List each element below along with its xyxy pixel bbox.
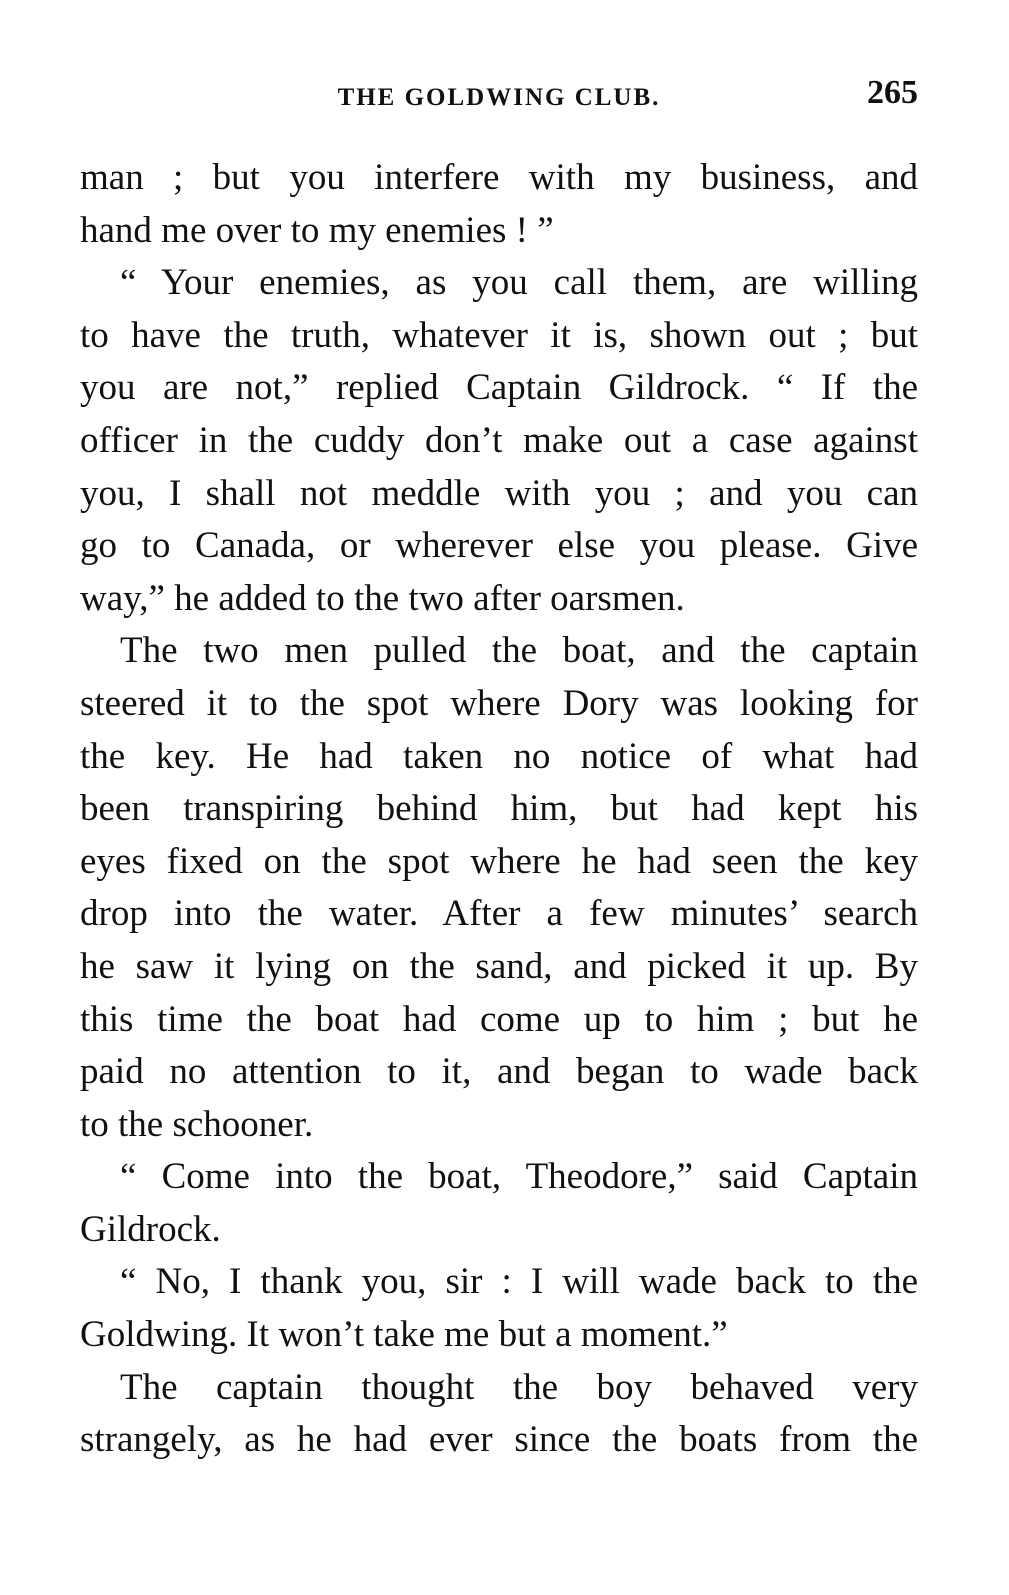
text-line: The two men pulled the boat, and the captain xyxy=(120,630,918,672)
text-line: man ; but you interfere with my business, and xyxy=(80,157,918,198)
text-line: you, I shall not meddle with you ; and you can xyxy=(80,472,918,514)
text-line: this time the boat had come up to him ; but he xyxy=(80,998,918,1040)
text-line: “ No, I thank you, sir : I will wade back to the xyxy=(120,1261,918,1303)
text-line: The captain thought the boy behaved very xyxy=(120,1366,918,1408)
text-line: you are not,” replied Captain Gildrock. “ If the xyxy=(80,367,918,409)
text-line: “ Your enemies, as you call them, are willing xyxy=(120,262,918,304)
page-header xyxy=(80,74,918,122)
text-line: he saw it lying on the sand, and picked it up. By xyxy=(80,945,918,987)
text-line: eyes fixed on the spot where he had seen the key xyxy=(80,840,918,882)
text-line: paid no attention to it, and began to wade back xyxy=(80,1051,918,1093)
running-title: THE GOLDWING CLUB. xyxy=(337,84,661,111)
text-line: Goldwing. It won’t take me but a moment.” xyxy=(80,1314,728,1356)
text-line: the key. He had taken no notice of what had xyxy=(80,735,918,777)
text-line: to the schooner. xyxy=(80,1103,314,1145)
text-line: been transpiring behind him, but had kept his xyxy=(80,788,918,830)
text-line: drop into the water. After a few minutes’ search xyxy=(80,893,918,935)
text-line: way,” he added to the two after oarsmen. xyxy=(80,577,685,619)
text-line: officer in the cuddy don’t make out a case against xyxy=(80,419,918,461)
text-line: hand me over to my enemies ! ” xyxy=(80,209,554,251)
text-line: Gildrock. xyxy=(80,1208,221,1250)
text-line: steered it to the spot where Dory was looking for xyxy=(80,682,918,724)
page-number: 265 xyxy=(867,74,918,111)
body-text xyxy=(80,152,918,1467)
text-line: go to Canada, or wherever else you please. Give xyxy=(80,525,918,567)
text-line: to have the truth, whatever it is, shown out ; but xyxy=(80,314,918,356)
text-line: strangely, as he had ever since the boats from the xyxy=(80,1419,918,1461)
text-line: “ Come into the boat, Theodore,” said Captain xyxy=(120,1156,918,1198)
